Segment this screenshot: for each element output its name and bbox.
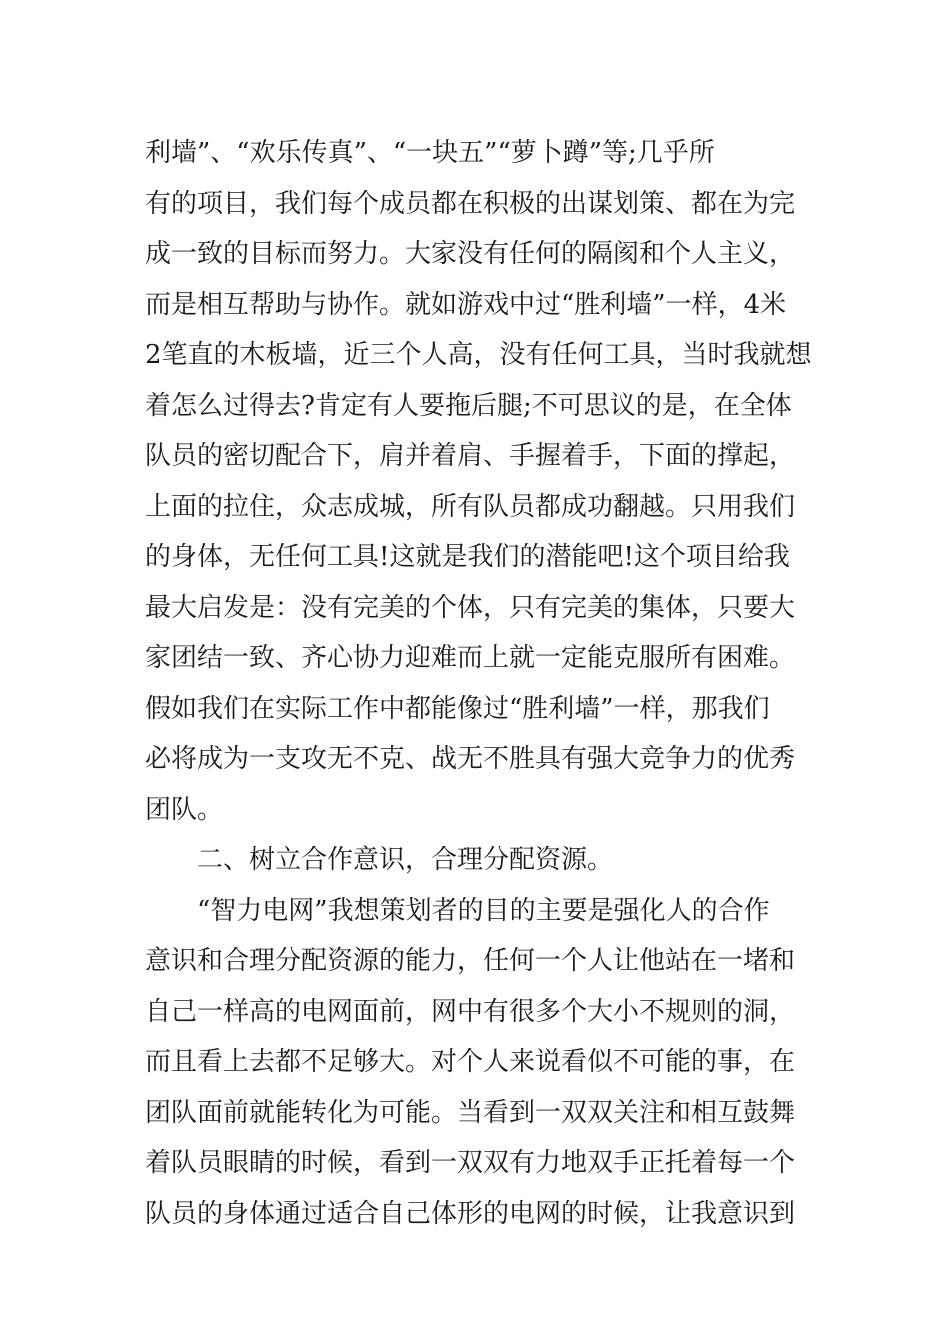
text-line: 而且看上去都不足够大。对个人来说看似不可能的事，在: [145, 1047, 796, 1077]
text-line: 团队。: [145, 794, 224, 825]
text-line: 队员的身体通过适合自己体形的电网的时候，让我意识到: [145, 1198, 796, 1229]
text-line: 的身体，无任何工具!这就是我们的潜能吧!这个项目给我: [145, 542, 790, 572]
text-line: 2笔直的木板墙，近三个人高，没有任何工具，当时我就想: [145, 340, 812, 370]
text-line: 意识和合理分配资源的能力，任何一个人让他站在一堵和: [145, 946, 796, 976]
text-line: 家团结一致、齐心协力迎难而上就一定能克服所有困难。: [145, 643, 796, 673]
text-line: 二、树立合作意识，合理分配资源。: [197, 845, 614, 875]
text-line: 假如我们在实际工作中都能像过“胜利墙”一样，那我们: [145, 693, 770, 724]
text-line: “智力电网”我想策划者的目的主要是强化人的合作: [197, 895, 770, 926]
text-line: 利墙”、“欢乐传真”、“一块五”“萝卜蹲”等;几乎所: [145, 138, 715, 168]
text-line: 成一致的目标而努力。大家没有任何的隔阂和个人主义，: [145, 239, 796, 269]
text-line: 上面的拉住，众志成城，所有队员都成功翻越。只用我们: [145, 491, 796, 522]
text-line: 着队员眼睛的时候，看到一双双有力地双手正托着每一个: [145, 1148, 796, 1178]
text-line: 队员的密切配合下，肩并着肩、手握着手，下面的撑起，: [145, 441, 796, 471]
text-line: 必将成为一支攻无不克、战无不胜具有强大竞争力的优秀: [145, 744, 796, 774]
text-line: 自己一样高的电网面前，网中有很多个大小不规则的洞，: [145, 996, 796, 1027]
body-text: [145, 128, 812, 1239]
text-line: 着怎么过得去?肯定有人要拖后腿;不可思议的是，在全体: [145, 390, 792, 421]
text-line: 有的项目，我们每个成员都在积极的出谋划策、都在为完: [145, 188, 796, 219]
text-line: 最大启发是：没有完美的个体，只有完美的集体，只要大: [145, 592, 796, 623]
text-line: 而是相互帮助与协作。就如游戏中过“胜利墙”一样，4米: [145, 289, 787, 320]
text-line: 团队面前就能转化为可能。当看到一双双关注和相互鼓舞: [145, 1097, 796, 1128]
